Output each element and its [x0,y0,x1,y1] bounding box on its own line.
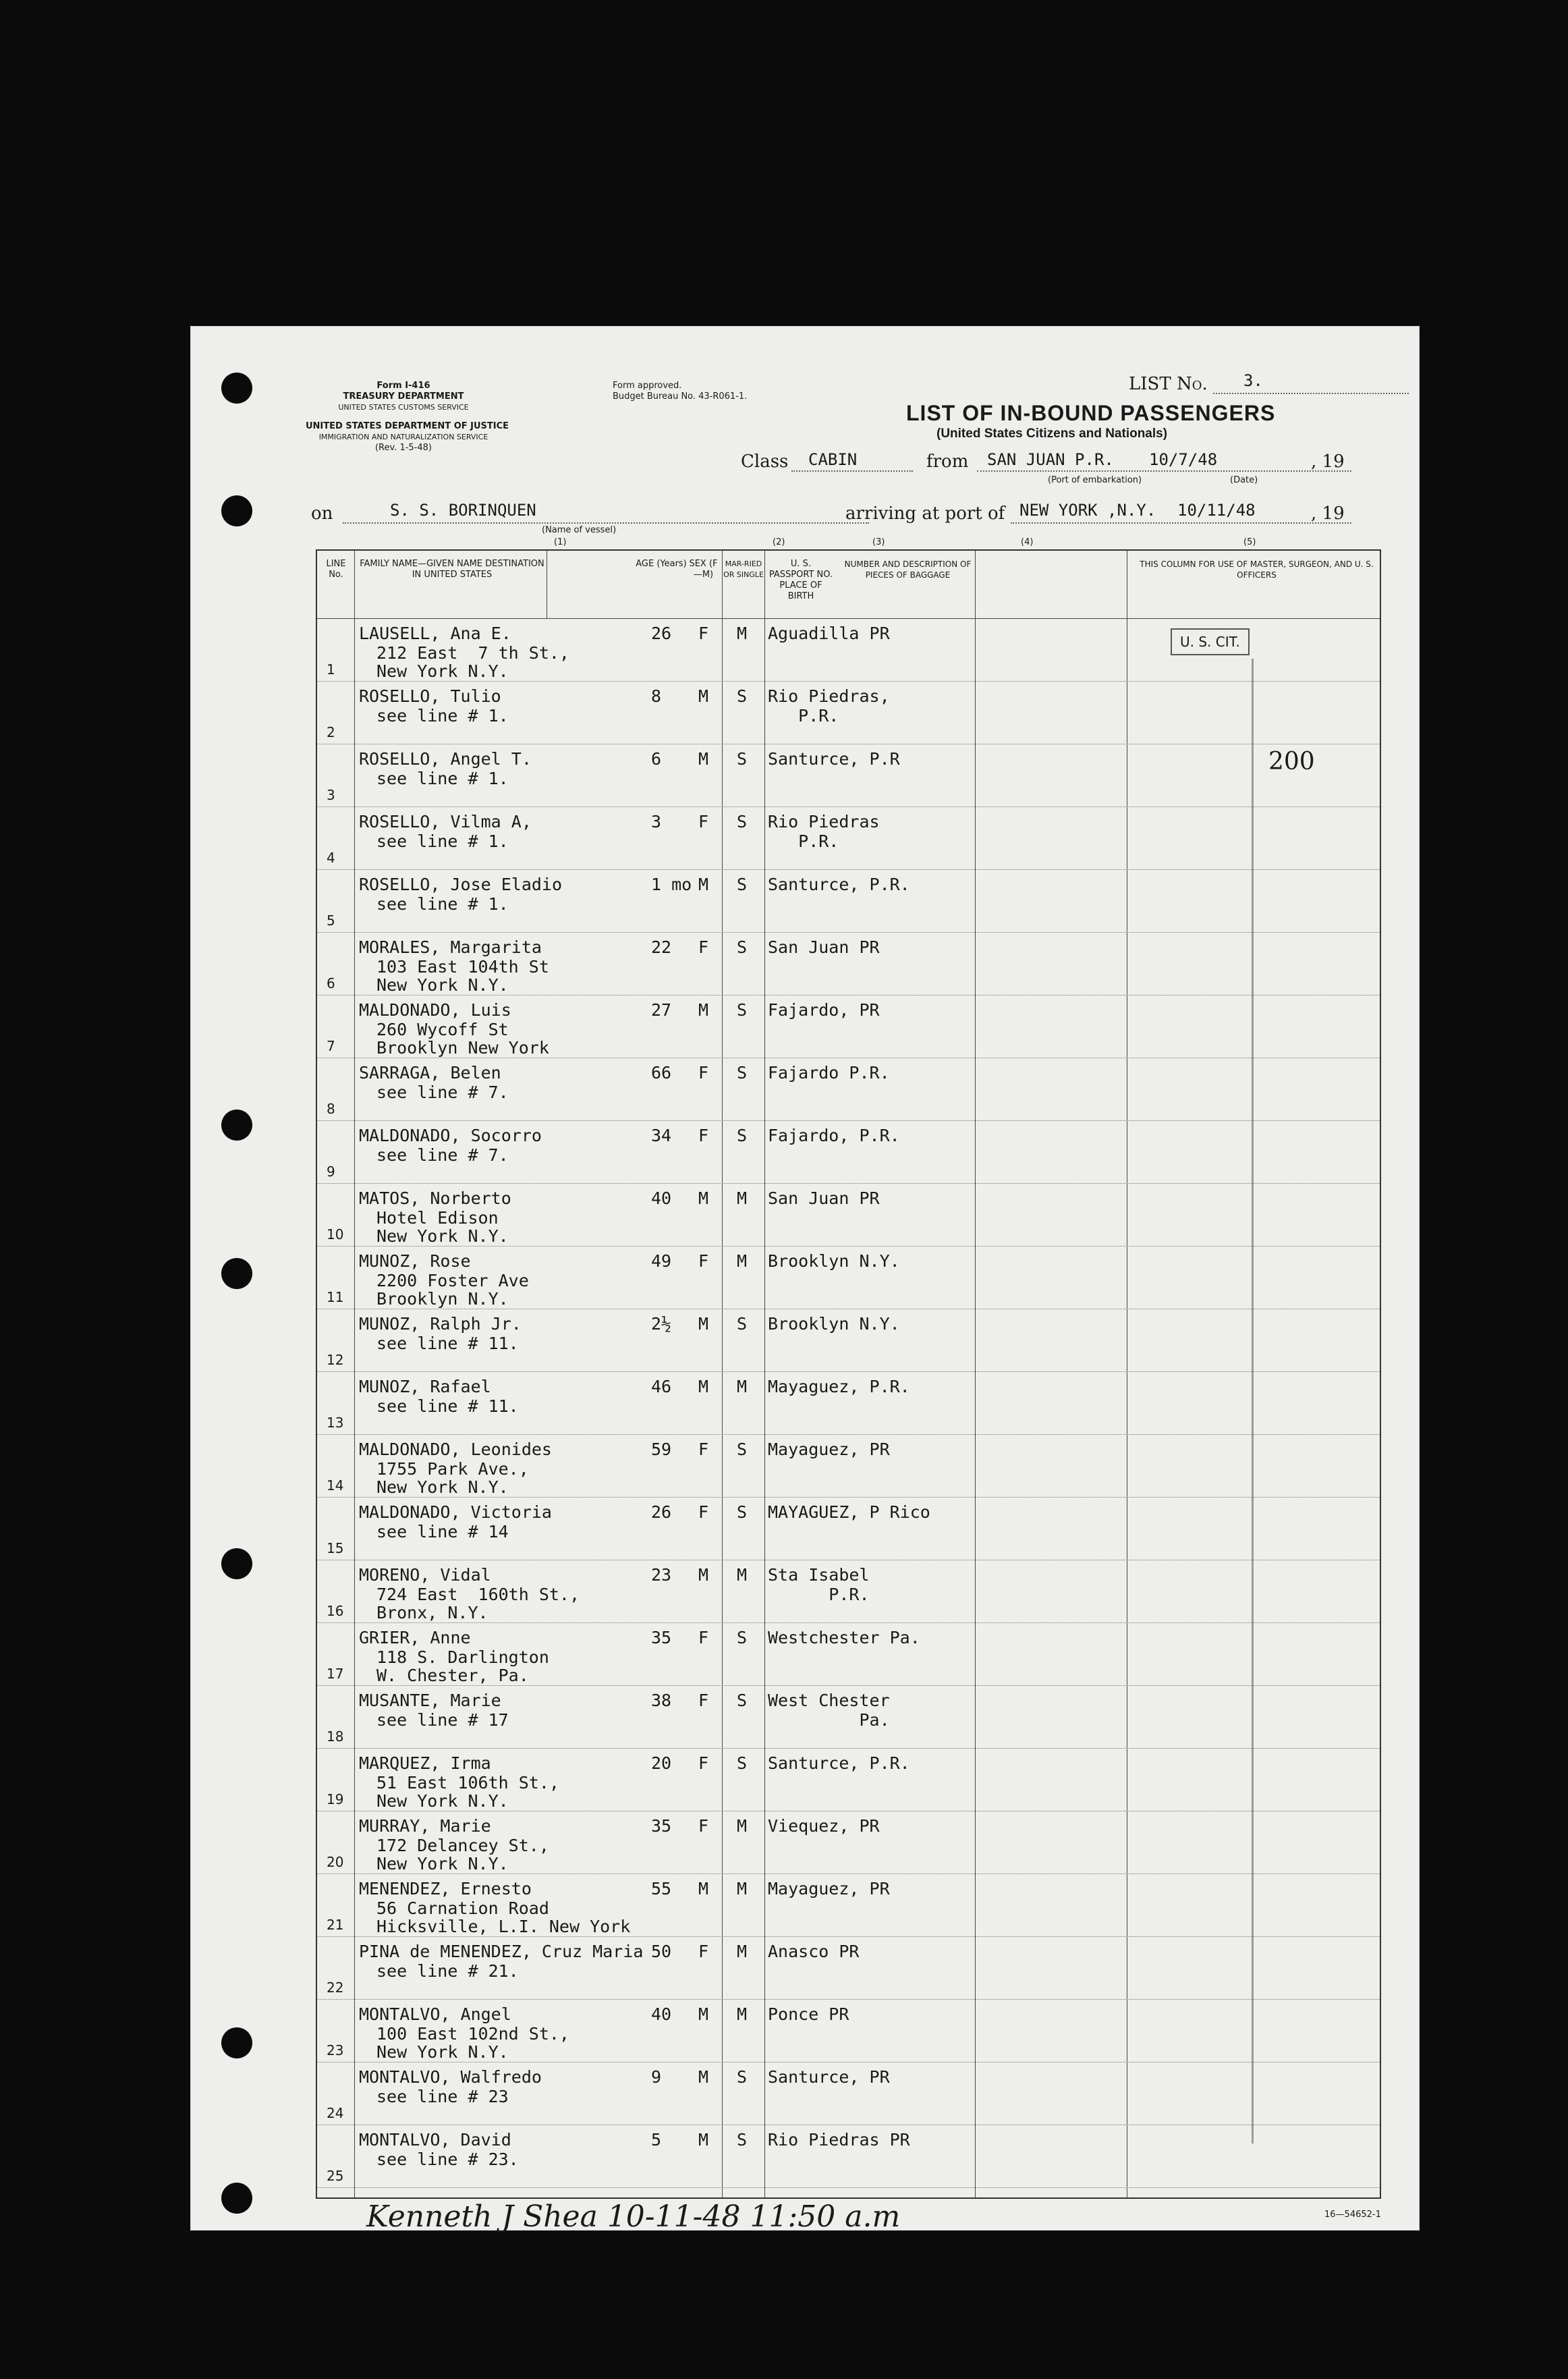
passenger-name: MENENDEZ, Ernesto [359,1879,532,1898]
line-number: 7 [327,1038,335,1054]
marital-status: M [737,1942,748,1961]
punch-hole [221,2183,252,2214]
destination-line: see line # 1. [376,769,509,788]
destination-line: see line # 1. [376,706,509,726]
marital-status: S [737,875,748,894]
destination-line: see line # 1. [376,831,509,851]
row-divider [317,1434,1380,1435]
sex: F [698,1816,709,1836]
marital-status: S [737,1063,748,1083]
date-caption: (Date) [1230,475,1258,485]
place-of-birth: West Chester Pa. [768,1691,890,1730]
destination-line: 260 Wycoff St [376,1020,509,1039]
arriving-label: arriving at port of [845,503,1005,524]
passenger-name: LAUSELL, Ana E. [359,624,511,643]
sex: M [698,2130,709,2150]
row-divider [317,2187,1380,2188]
place-of-birth: Aguadilla PR [768,624,890,643]
list-no-line [1213,393,1409,394]
place-of-birth: Fajardo, P.R. [768,1126,900,1145]
age: 2½ [651,1314,672,1334]
passenger-name: MURRAY, Marie [359,1816,491,1836]
place-of-birth: Santurce, P.R. [768,1753,910,1773]
destination-line: see line # 7. [376,1083,509,1102]
passenger-name: MONTALVO, Walfredo [359,2067,542,2087]
passenger-name: PINA de MENENDEZ, Cruz Maria [359,1942,644,1961]
marital-status: S [737,749,748,769]
destination-line: 1755 Park Ave., [376,1459,529,1479]
officer-annotation: 200 [1268,748,1315,775]
destination-line: 56 Carnation Road [376,1898,549,1918]
destination-line: New York N.Y. [376,661,509,681]
line-number: 5 [327,912,335,929]
line-number: 11 [327,1289,344,1305]
passenger-name: ROSELLO, Jose Eladio [359,875,563,894]
sex: F [698,1251,709,1271]
year-suffix-1: , 19 [1311,452,1345,472]
col-divider [975,551,976,2197]
marital-status: S [737,1440,748,1459]
line-number: 8 [327,1101,335,1117]
marital-status: M [737,1879,748,1898]
place-of-birth: MAYAGUEZ, P Rico [768,1502,930,1522]
destination-line: Bronx, N.Y. [376,1603,488,1622]
passenger-table [316,549,1381,2199]
col-num-2: (2) [773,537,785,547]
destination-line: 103 East 104th St [376,957,549,977]
col-line-no: LINE No. [326,559,346,580]
age: 34 [651,1126,672,1145]
line-number: 25 [327,2168,344,2184]
col-age: AGE (Years) [636,559,687,569]
sex: M [698,1314,709,1334]
row-divider [317,869,1380,870]
destination-line: 212 East 7 th St., [376,643,569,663]
age: 50 [651,1942,672,1961]
marital-status: S [737,2130,748,2150]
customs-service: UNITED STATES CUSTOMS SERVICE [338,403,469,412]
line-number: 24 [327,2105,344,2121]
row-divider [317,806,1380,807]
sex: M [698,749,709,769]
list-no-value: 3. [1243,371,1263,390]
revision: (Rev. 1-5-48) [374,443,432,453]
immigration-service: IMMIGRATION AND NATURALIZATION SERVICE [318,433,488,441]
marital-status: M [737,1565,748,1585]
passenger-name: MUNOZ, Rafael [359,1377,491,1396]
header-rule [317,618,1380,619]
col-officers: THIS COLUMN FOR USE OF MASTER, SURGEON, AND U. S. OFFICERS [1140,559,1374,580]
justice-block [306,421,509,454]
page-subtitle: (United States Citizens and Nationals) [936,427,1168,441]
punch-hole [221,2027,252,2058]
destination-line: see line # 7. [376,1145,509,1165]
age: 40 [651,1188,672,1208]
officer-signature: Kenneth J Shea 10-11-48 11:50 a.m [366,2199,901,2234]
line-number: 17 [327,1666,344,1682]
age: 8 [651,686,662,706]
line-number: 18 [327,1728,344,1745]
row-divider [317,1120,1380,1121]
passenger-name: MALDONADO, Leonides [359,1440,552,1459]
destination-line: see line # 23. [376,2150,519,2169]
row-divider [317,1999,1380,2000]
col-passport: U. S. PASSPORT NO. PLACE OF BIRTH [768,559,833,601]
sex: F [698,1126,709,1145]
destination-line: 2200 Foster Ave [376,1271,529,1290]
justice-department: UNITED STATES DEPARTMENT OF JUSTICE [306,421,509,431]
line-number: 23 [327,2042,344,2058]
marital-status: S [737,1753,748,1773]
from-line [977,470,1351,472]
place-of-birth: Anasco PR [768,1942,860,1961]
row-divider [317,1685,1380,1686]
sex: F [698,1440,709,1459]
marital-status: M [737,1188,748,1208]
passenger-name: ROSELLO, Tulio [359,686,501,706]
age: 40 [651,2004,672,2024]
line-number: 14 [327,1477,344,1494]
row-divider [317,1748,1380,1749]
marital-status: M [737,2004,748,2024]
destination-line: Hotel Edison [376,1208,499,1228]
marital-status: M [737,1816,748,1836]
sex: M [698,1565,709,1585]
age: 3 [651,812,662,831]
vessel-caption: (Name of vessel) [542,525,617,535]
destination-line: Brooklyn New York [376,1038,549,1058]
year-suffix-2: , 19 [1311,503,1345,524]
age: 27 [651,1000,672,1020]
place-of-birth: Sta Isabel P.R. [768,1565,870,1604]
age: 49 [651,1251,672,1271]
line-number: 3 [327,787,335,803]
line-number: 6 [327,975,335,991]
passenger-name: MONTALVO, Angel [359,2004,511,2024]
passenger-name: MONTALVO, David [359,2130,511,2150]
row-divider [317,1497,1380,1498]
col-num-4: (4) [1021,537,1034,547]
destination-line: 724 East 160th St., [376,1585,580,1604]
destination-line: 100 East 102nd St., [376,2024,569,2044]
arriving-date: 10/11/48 [1177,501,1256,520]
row-divider [317,1246,1380,1247]
place-of-birth: Mayaguez, PR [768,1879,890,1898]
destination-line: see line # 11. [376,1334,519,1353]
destination-line: see line # 1. [376,894,509,914]
place-of-birth: Rio Piedras, P.R. [768,686,890,726]
passenger-name: MUNOZ, Rose [359,1251,471,1271]
pencil-vertical-line [1252,659,1254,2143]
age: 20 [651,1753,672,1773]
from-date: 10/7/48 [1149,450,1218,469]
line-number: 4 [327,850,335,866]
passenger-name: MALDONADO, Victoria [359,1502,552,1522]
page-title: LIST OF IN-BOUND PASSENGERS [906,401,1276,425]
place-of-birth: Viequez, PR [768,1816,880,1836]
line-number: 20 [327,1854,344,1870]
marital-status: S [737,2067,748,2087]
destination-line: Brooklyn N.Y. [376,1289,509,1309]
row-divider [317,932,1380,933]
form-approved: Form approved. [613,381,682,391]
place-of-birth: Fajardo, PR [768,1000,880,1020]
col-divider [354,551,355,2197]
line-number: 16 [327,1603,344,1619]
row-divider [317,1371,1380,1372]
passenger-name: MATOS, Norberto [359,1188,511,1208]
sex: F [698,1942,709,1961]
col-divider [722,551,723,2197]
sex: M [698,875,709,894]
age: 6 [651,749,662,769]
row-divider [317,1622,1380,1623]
line-number: 1 [327,661,335,678]
passenger-name: GRIER, Anne [359,1628,471,1647]
age: 26 [651,624,672,643]
place-of-birth: Brooklyn N.Y. [768,1251,900,1271]
marital-status: S [737,1628,748,1647]
passenger-name: MARQUEZ, Irma [359,1753,491,1773]
on-label: on [311,503,333,524]
destination-line: New York N.Y. [376,975,509,995]
place-of-birth: San Juan PR [768,1188,880,1208]
col-num-3: (3) [872,537,885,547]
place-of-birth: Rio Piedras P.R. [768,812,880,851]
punch-hole [221,495,252,526]
passenger-name: ROSELLO, Angel T. [359,749,532,769]
passenger-name: MORALES, Margarita [359,937,542,957]
col-num-1: (1) [554,537,567,547]
vessel-line [343,522,869,524]
sex: F [698,937,709,957]
passenger-name: SARRAGA, Belen [359,1063,501,1083]
line-number: 22 [327,1979,344,1996]
passenger-manifest-sheet [190,326,1420,2234]
marital-status: S [737,1502,748,1522]
line-number: 12 [327,1352,344,1368]
destination-line: New York N.Y. [376,1854,509,1874]
col-baggage: NUMBER AND DESCRIPTION OF PIECES OF BAGGAGE [844,559,972,580]
marital-status: S [737,1126,748,1145]
age: 46 [651,1377,672,1396]
age: 35 [651,1628,672,1647]
place-of-birth: Brooklyn N.Y. [768,1314,900,1334]
form-agency-block [312,381,495,413]
destination-line: New York N.Y. [376,2042,509,2062]
passenger-name: MUNOZ, Ralph Jr. [359,1314,522,1334]
marital-status: S [737,1314,748,1334]
destination-line: see line # 17 [376,1710,509,1730]
destination-line: see line # 21. [376,1961,519,1981]
approval-block [613,381,747,402]
destination-line: New York N.Y. [376,1477,509,1497]
age: 9 [651,2067,662,2087]
passenger-name: MORENO, Vidal [359,1565,491,1585]
sex: M [698,1000,709,1020]
age: 5 [651,2130,662,2150]
list-no-label: LIST No. [1129,374,1208,394]
place-of-birth: Fajardo P.R. [768,1063,890,1083]
age: 59 [651,1440,672,1459]
marital-status: S [737,937,748,957]
line-number: 10 [327,1226,344,1242]
marital-status: S [737,1000,748,1020]
row-divider [317,1936,1380,1937]
sex: F [698,624,709,643]
sex: M [698,1188,709,1208]
row-divider [317,681,1380,682]
col-married: MAR-RIED OR SINGLE [723,559,764,579]
place-of-birth: Mayaguez, P.R. [768,1377,910,1396]
sex: F [698,1063,709,1083]
passenger-name: ROSELLO, Vilma A, [359,812,532,831]
col-sex: SEX (F—M) [689,559,718,580]
destination-line: 172 Delancey St., [376,1836,549,1855]
col-num-5: (5) [1243,537,1256,547]
marital-status: M [737,1377,748,1396]
destination-line: see line # 14 [376,1522,509,1541]
row-divider [317,1183,1380,1184]
age: 55 [651,1879,672,1898]
age: 35 [651,1816,672,1836]
punch-hole [221,1110,252,1141]
destination-line: see line # 11. [376,1396,519,1416]
form-number: Form I-416 [376,381,430,391]
passenger-name: MUSANTE, Marie [359,1691,501,1710]
line-number: 15 [327,1540,344,1556]
passenger-name: MALDONADO, Luis [359,1000,511,1020]
us-citizen-stamp: U. S. CIT. [1171,628,1250,655]
sex: F [698,1753,709,1773]
destination-line: 51 East 106th St., [376,1773,559,1793]
age: 22 [651,937,672,957]
line-number: 13 [327,1415,344,1431]
punch-hole [221,1548,252,1579]
place-of-birth: Santurce, P.R. [768,875,910,894]
place-of-birth: Rio Piedras PR [768,2130,910,2150]
destination-line: 118 S. Darlington [376,1647,549,1667]
sex: M [698,2067,709,2087]
treasury-department: TREASURY DEPARTMENT [343,391,464,402]
line-number: 2 [327,724,335,740]
sex: M [698,686,709,706]
marital-status: S [737,1691,748,1710]
arriving-port: NEW YORK ,N.Y. [1019,501,1156,520]
line-number: 9 [327,1164,335,1180]
destination-line: New York N.Y. [376,1791,509,1811]
passenger-name: MALDONADO, Socorro [359,1126,542,1145]
sex: M [698,2004,709,2024]
sex: M [698,1377,709,1396]
from-label: from [926,452,969,472]
class-label: Class [741,452,789,472]
col-family-name: FAMILY NAME—GIVEN NAME DESTINATION IN UNITED STATES [360,559,544,580]
col-divider [764,551,765,2197]
place-of-birth: Santurce, P.R [768,749,900,769]
place-of-birth: San Juan PR [768,937,880,957]
marital-status: M [737,1251,748,1271]
budget-bureau: Budget Bureau No. 43-R061-1. [613,391,748,402]
age: 66 [651,1063,672,1083]
destination-line: New York N.Y. [376,1226,509,1246]
sex: F [698,1691,709,1710]
line-number: 21 [327,1917,344,1933]
sex: F [698,1502,709,1522]
class-value: CABIN [808,450,858,469]
destination-line: W. Chester, Pa. [376,1666,529,1685]
marital-status: M [737,624,748,643]
vessel-name: S. S. BORINQUEN [390,501,536,520]
age: 38 [651,1691,672,1710]
sex: F [698,812,709,831]
punch-hole [221,373,252,404]
marital-status: S [737,812,748,831]
sex: M [698,1879,709,1898]
place-of-birth: Ponce PR [768,2004,849,2024]
sex: F [698,1628,709,1647]
destination-line: Hicksville, L.I. New York [376,1917,631,1936]
arriving-line [1011,522,1351,524]
place-of-birth: Santurce, PR [768,2067,890,2087]
age: 23 [651,1565,672,1585]
class-line [791,470,913,472]
place-of-birth: Westchester Pa. [768,1628,920,1647]
line-number: 19 [327,1791,344,1807]
destination-line: see line # 23 [376,2087,509,2106]
marital-status: S [737,686,748,706]
age: 1 mo [651,875,692,894]
punch-hole [221,1258,252,1289]
port-embarkation-caption: (Port of embarkation) [1048,475,1142,485]
footer-code: 16—54652-1 [1324,2210,1381,2220]
place-of-birth: Mayaguez, PR [768,1440,890,1459]
age: 26 [651,1502,672,1522]
from-port: SAN JUAN P.R. [987,450,1114,469]
